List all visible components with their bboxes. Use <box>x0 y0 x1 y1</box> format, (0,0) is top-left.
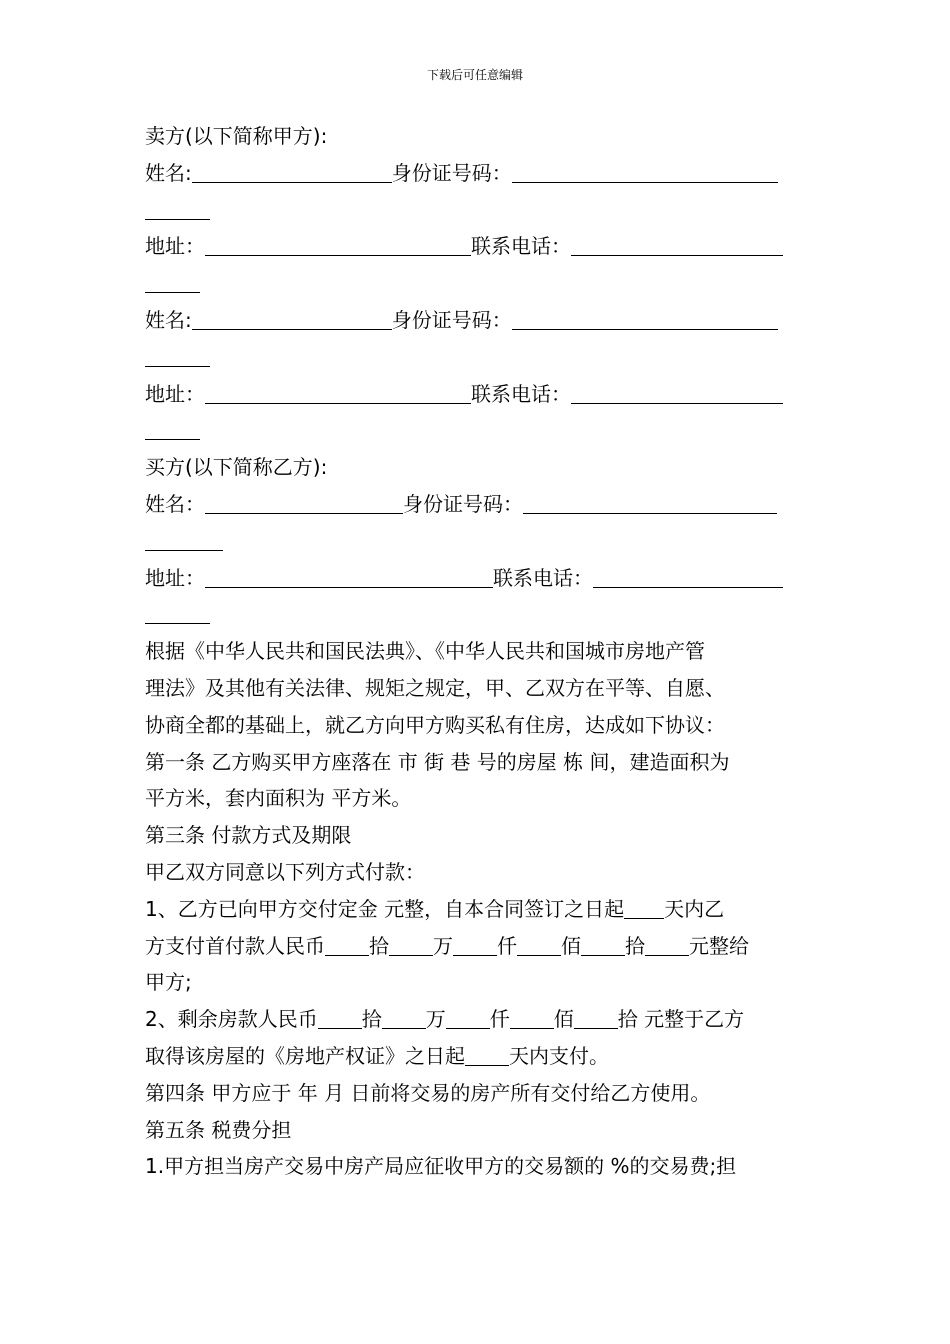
amount-blank[interactable] <box>318 1006 362 1029</box>
article1-line-2: 平方米，套内面积为 平方米。 <box>145 786 412 811</box>
payment1-text-a: 1、乙方已向甲方交付定金 元整，自本合同签订之日起 <box>145 896 625 921</box>
address-blank[interactable] <box>205 381 471 404</box>
article5-title: 第五条 税费分担 <box>145 1117 292 1142</box>
article3-title: 第三条 付款方式及期限 <box>145 823 352 848</box>
payment1-text-f: 仟 <box>497 933 517 958</box>
seller2-name-row <box>145 302 810 339</box>
payment1-line-1 <box>145 891 810 928</box>
buyer-name-row <box>145 486 810 523</box>
article1-line-1: 第一条 乙方购买甲方座落在 市 街 巷 号的房屋 栋 间，建造面积为 <box>145 749 730 774</box>
payment2-text-f: 拾 元整于乙方 <box>617 1007 745 1032</box>
seller1-name-row-cont <box>145 192 810 229</box>
payment2-text-a: 2、剩余房款人民币 <box>145 1007 318 1032</box>
id-blank-cont[interactable] <box>145 528 223 551</box>
amount-blank[interactable] <box>446 1006 490 1029</box>
contract-body <box>145 118 810 1185</box>
seller1-address-row-cont <box>145 265 810 302</box>
payment2-text-e: 佰 <box>553 1007 574 1032</box>
payment2-text-d: 仟 <box>489 1007 510 1032</box>
id-blank-cont[interactable] <box>145 344 210 367</box>
seller2-name-row-cont <box>145 339 810 376</box>
payment1-text-i: 元整给 <box>689 933 749 958</box>
seller2-address-row-cont <box>145 412 810 449</box>
payment2-line-2 <box>145 1038 810 1075</box>
id-blank[interactable] <box>512 160 778 183</box>
preamble-line-3: 协商全都的基础上，就乙方向甲方购买私有住房，达成如下协议： <box>145 712 725 737</box>
buyer-name-row-cont <box>145 523 810 560</box>
payment2-text-h: 天内支付。 <box>509 1043 609 1068</box>
amount-blank[interactable] <box>510 1006 554 1029</box>
preamble-line-2: 理法》及其他有关法律、规矩之规定，甲、乙双方在平等、自愿、 <box>145 675 725 700</box>
id-label: 身份证号码： <box>403 491 523 516</box>
amount-blank[interactable] <box>325 933 369 956</box>
buyer-heading: 买方(以下简称乙方): <box>145 455 328 480</box>
id-label: 身份证号码： <box>391 307 512 332</box>
name-label: 姓名： <box>145 491 205 516</box>
name-label: 姓名: <box>145 307 192 332</box>
payment1-text-d: 拾 <box>369 933 389 958</box>
phone-label: 联系电话： <box>471 234 571 259</box>
amount-blank[interactable] <box>517 933 561 956</box>
amount-blank[interactable] <box>389 933 433 956</box>
phone-blank[interactable] <box>593 565 783 588</box>
amount-blank[interactable] <box>453 933 497 956</box>
address-blank[interactable] <box>205 233 471 256</box>
phone-blank-cont[interactable] <box>145 601 210 624</box>
days-blank[interactable] <box>624 896 664 919</box>
address-label: 地址： <box>145 565 205 590</box>
payment2-text-b: 拾 <box>361 1007 382 1032</box>
amount-blank[interactable] <box>645 933 689 956</box>
name-blank[interactable] <box>192 160 392 183</box>
id-blank[interactable] <box>523 491 777 514</box>
seller2-address-row <box>145 376 810 413</box>
preamble-line-1: 根据《中华人民共和国民法典》、《中华人民共和国城市房地产管 <box>145 639 705 664</box>
article4: 第四条 甲方应于 年 月 日前将交易的房产所有交付给乙方使用。 <box>145 1080 711 1105</box>
payment2-line-1 <box>145 1001 810 1038</box>
seller1-name-row <box>145 155 810 192</box>
payment2-text-c: 万 <box>425 1007 446 1032</box>
phone-blank[interactable] <box>571 233 783 256</box>
address-label: 地址： <box>145 234 205 259</box>
payment1-text-h: 拾 <box>625 933 645 958</box>
phone-blank-cont[interactable] <box>145 270 200 293</box>
address-label: 地址： <box>145 381 205 406</box>
id-label: 身份证号码： <box>391 160 512 185</box>
amount-blank[interactable] <box>581 933 625 956</box>
article5-item1: 1.甲方担当房产交易中房产局应征收甲方的交易额的 %的交易费;担 <box>145 1154 737 1179</box>
payment1-line-2 <box>145 928 810 965</box>
name-label: 姓名: <box>145 160 192 185</box>
name-blank[interactable] <box>205 491 403 514</box>
id-blank-cont[interactable] <box>145 197 210 220</box>
phone-label: 联系电话： <box>493 565 593 590</box>
seller-heading: 卖方(以下简称甲方): <box>145 124 328 148</box>
payment1-text-g: 佰 <box>561 933 581 958</box>
phone-label: 联系电话： <box>471 381 571 406</box>
payment1-text-b: 天内乙 <box>664 896 725 921</box>
buyer-address-row-cont <box>145 596 810 633</box>
payment2-text-g: 取得该房屋的《房地产权证》之日起 <box>145 1043 465 1068</box>
phone-blank-cont[interactable] <box>145 417 200 440</box>
address-blank[interactable] <box>205 565 493 588</box>
payment1-line-3: 甲方; <box>145 970 192 995</box>
payment1-text-c: 方支付首付款人民币 <box>145 933 325 958</box>
amount-blank[interactable] <box>382 1006 426 1029</box>
seller1-address-row <box>145 228 810 265</box>
days-blank[interactable] <box>465 1043 509 1066</box>
phone-blank[interactable] <box>571 381 783 404</box>
article3-intro: 甲乙双方同意以下列方式付款： <box>145 859 425 884</box>
amount-blank[interactable] <box>574 1006 618 1029</box>
payment1-text-e: 万 <box>433 933 453 958</box>
id-blank[interactable] <box>512 307 778 330</box>
name-blank[interactable] <box>192 307 392 330</box>
header-note: 下载后可任意编辑 <box>426 68 523 82</box>
buyer-address-row <box>145 560 810 597</box>
